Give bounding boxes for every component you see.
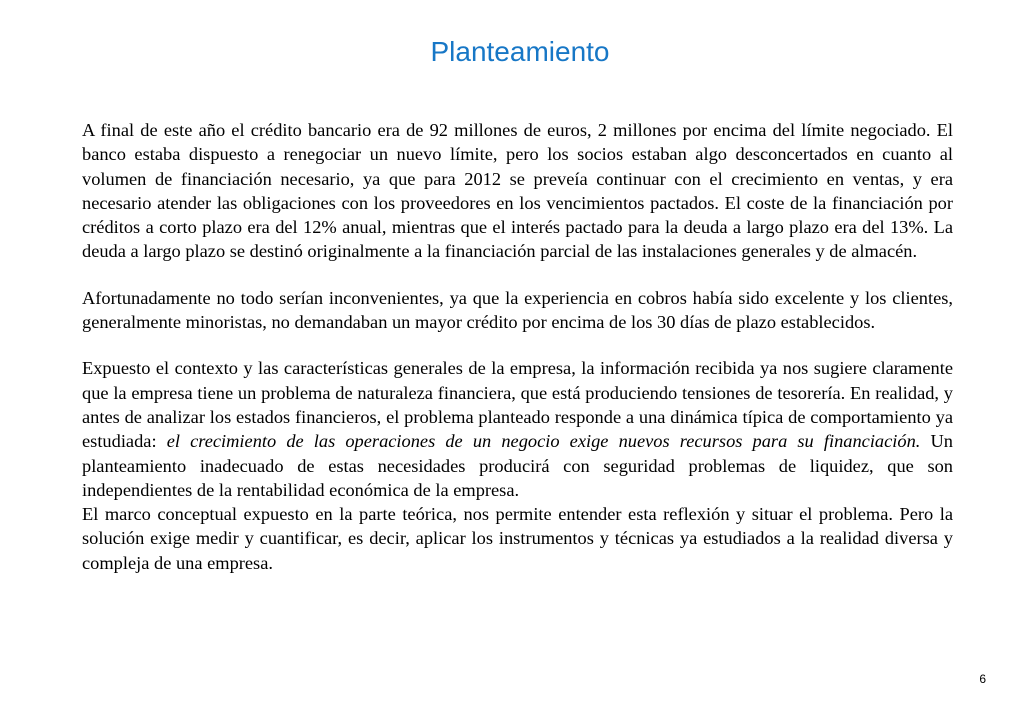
context-text-end: Un planteamiento inadecuado de estas necesidades producirá con seguridad problemas de liquidez, que son independientes de la rentabilidad económica de la empresa.: [82, 431, 953, 500]
paragraph-credit-situation: A final de este año el crédito bancario era de 92 millones de euros, 2 millones por encima del límite negociado. El banco estaba dispuesto a renegociar un nuevo límite, pero los socios estaban algo desconcertados en cuanto al volumen de financiación necesario, ya que para 2012 se preveía continuar con el crecimiento en ventas, y era necesario atender las obligaciones con los proveedores en los vencimientos pactados. El coste de la financiación por créditos a corto plazo era del 12% anual, mientras que el interés pactado para la deuda a largo plazo era del 13%. La deuda a largo plazo se destinó originalmente a la financiación parcial de las instalaciones generales y de almacén.: [82, 120, 953, 262]
slide-body: [82, 118, 953, 575]
paragraph-context: [82, 356, 953, 502]
context-text-start: Expuesto el contexto y las características generales de la empresa, la información recibida ya nos sugiere claramente que la empresa tiene un problema de naturaleza financiera, que está produciendo tensiones de tesorería. En realidad, y antes de analizar los estados financieros, el problema planteado responde a una dinámica típica de comportamiento ya estudiada:: [82, 358, 953, 452]
context-italic-statement: el crecimiento de las operaciones de un negocio exige nuevos recursos para su financiación.: [166, 431, 921, 452]
paragraph-collections: Afortunadamente no todo serían inconvenientes, ya que la experiencia en cobros había sido excelente y los clientes, generalmente minoristas, no demandaban un mayor crédito por encima de los 30 días de plazo establecidos.: [82, 287, 953, 333]
paragraph-conceptual-framework: El marco conceptual expuesto en la parte teórica, nos permite entender esta reflexión y situar el problema. Pero la solución exige medir y cuantificar, es decir, aplicar los instrumentos y técnicas ya estudiados a la realidad diversa y compleja de una empresa.: [82, 504, 953, 573]
slide-title: Planteamiento: [430, 36, 610, 67]
page-number: 6: [979, 672, 986, 686]
